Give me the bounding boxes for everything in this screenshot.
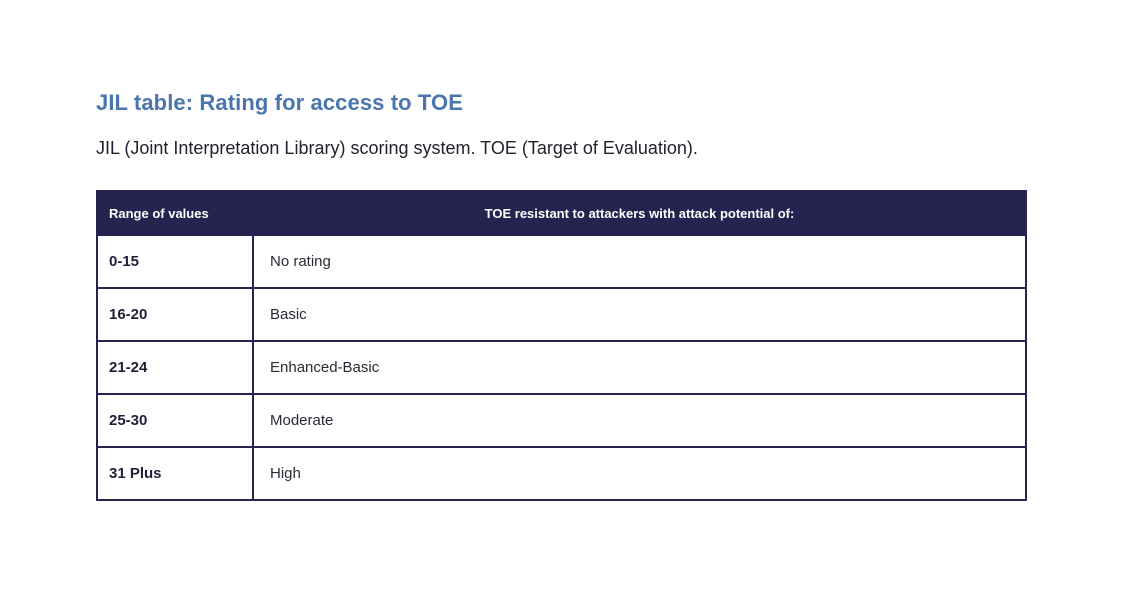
table-row <box>97 341 1026 394</box>
range-cell: 0-15 <box>97 235 253 288</box>
page-title: JIL table: Rating for access to TOE <box>96 90 464 115</box>
table-row <box>97 394 1026 447</box>
range-cell: 31 Plus <box>97 447 253 500</box>
rating-cell: Moderate <box>253 394 1026 447</box>
rating-cell: High <box>253 447 1026 500</box>
table-row <box>97 288 1026 341</box>
header-range-of-values: Range of values <box>97 191 253 235</box>
rating-cell: Enhanced-Basic <box>253 341 1026 394</box>
table-header <box>97 191 1026 235</box>
page-subtitle: JIL (Joint Interpretation Library) scoring system. TOE (Target of Evaluation). <box>96 138 698 158</box>
table-row <box>97 447 1026 500</box>
header-row <box>97 191 1026 235</box>
range-cell: 21-24 <box>97 341 253 394</box>
header-attack-potential: TOE resistant to attackers with attack potential of: <box>253 191 1026 235</box>
table-body <box>97 235 1026 500</box>
table-row <box>97 235 1026 288</box>
rating-table <box>96 190 1027 501</box>
range-cell: 16-20 <box>97 288 253 341</box>
rating-cell: Basic <box>253 288 1026 341</box>
range-cell: 25-30 <box>97 394 253 447</box>
rating-cell: No rating <box>253 235 1026 288</box>
